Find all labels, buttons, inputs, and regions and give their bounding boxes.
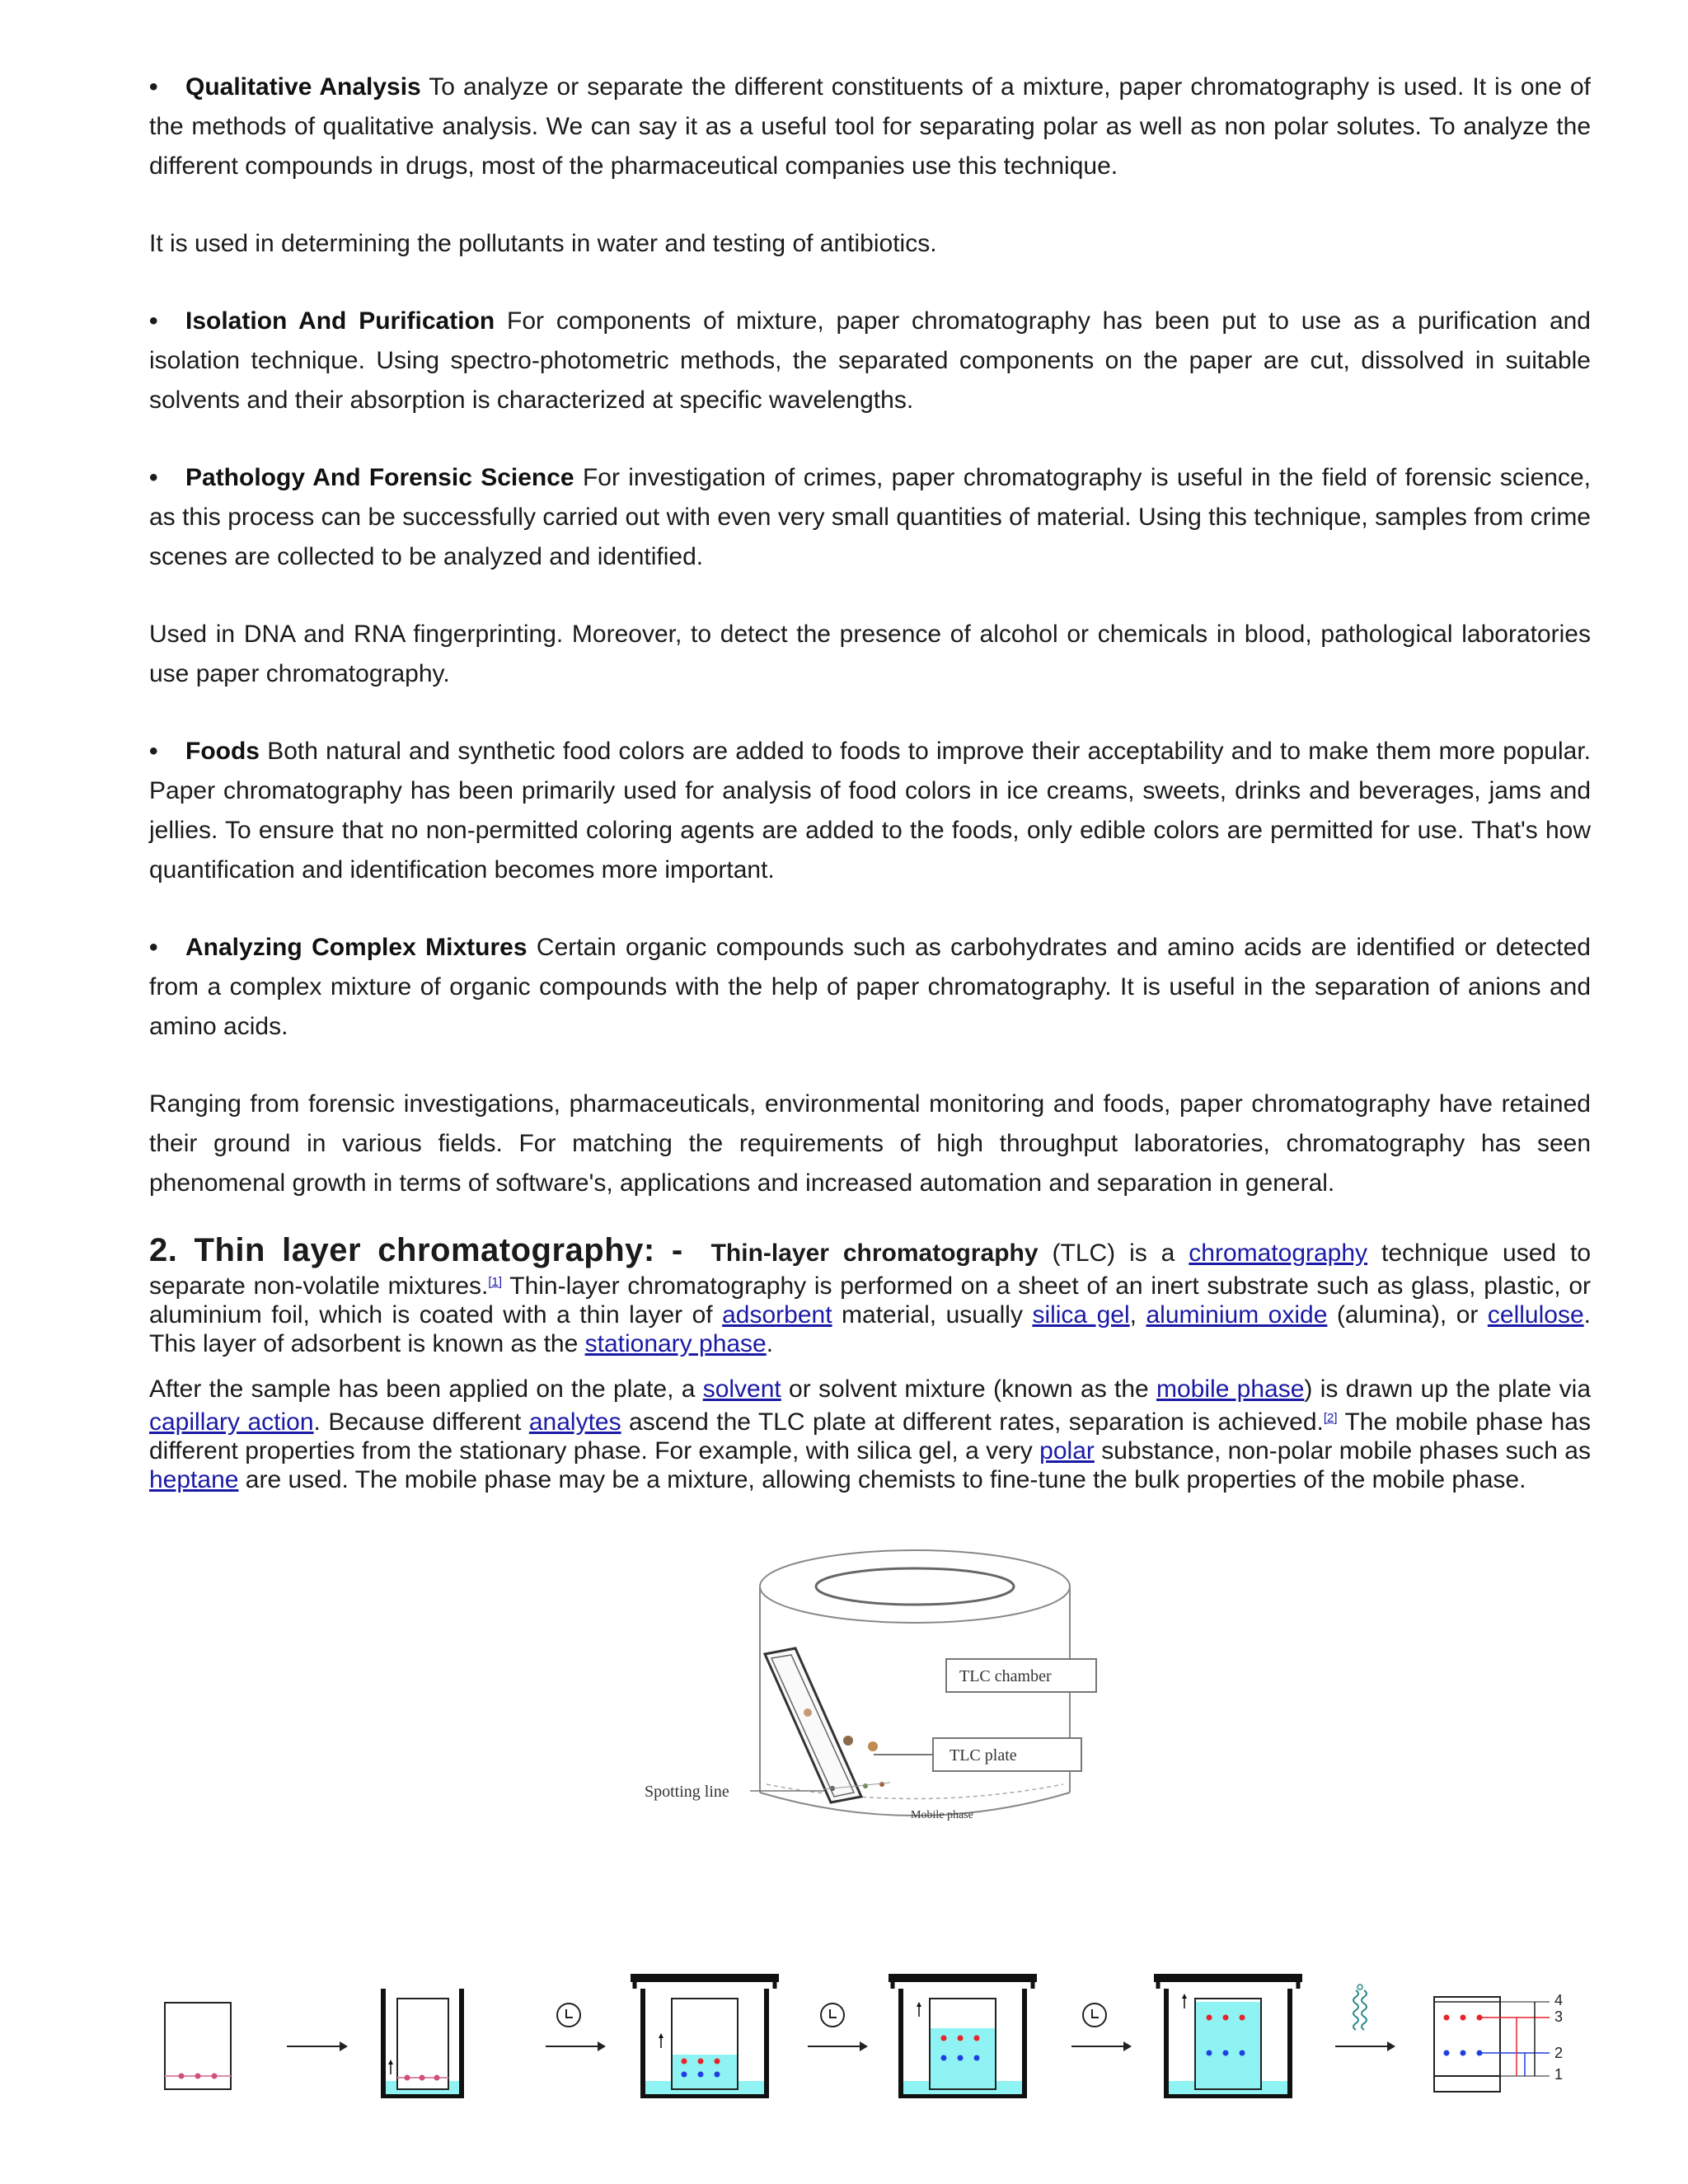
bullet-term: Foods <box>185 738 260 765</box>
text: ) is drawn up the plate via <box>1304 1376 1591 1403</box>
link-mobile-phase[interactable]: mobile phase <box>1156 1376 1305 1403</box>
step-covered-developed <box>1154 1974 1302 2096</box>
text: The mobile phase has different properties from the stationary phase. For example, with silica gel, a very <box>149 1408 1591 1465</box>
step-beaker-start <box>383 1989 462 2096</box>
bullet-marker: • <box>149 73 158 101</box>
link-silica-gel[interactable]: silica gel <box>1032 1301 1130 1329</box>
rf-label-2: 2 <box>1554 2045 1564 2061</box>
rf-label-4: 4 <box>1554 1992 1564 2008</box>
note-summary: Ranging from forensic investigations, pharmaceuticals, environmental monitoring and foods, paper chromatography have retained their ground in various fields. For matching the requirements of high throughput laboratories, chromatography has seen phenomenal growth in terms of software's, applications and increased automation and separation in general. <box>149 1090 1591 1197</box>
section2-mobile-phase <box>149 1375 1591 1494</box>
step-dried-plate-rf <box>1434 1992 1563 2092</box>
bullet-text: Certain organic compounds such as carbohydrates and amino acids are identified or detected from a complex mixture of organic compounds with the help of paper chromatography. It is useful in the separation of anions and amino acids. <box>149 934 1591 1040</box>
bullet-term: Analyzing Complex Mixtures <box>185 934 528 961</box>
text: or solvent mixture (known as the <box>781 1376 1156 1403</box>
bullet-pathology-forensic <box>149 458 1591 577</box>
link-analytes[interactable]: analytes <box>528 1408 621 1436</box>
link-heptane[interactable]: heptane <box>149 1466 239 1493</box>
bullet-marker: • <box>149 738 158 765</box>
bullet-marker: • <box>149 464 158 491</box>
text: . <box>766 1330 774 1357</box>
spotting-line-label: Spotting line <box>645 1783 729 1801</box>
mobile-phase-label: Mobile phase <box>911 1809 973 1821</box>
note-dna-rna: Used in DNA and RNA fingerprinting. Moreover, to detect the presence of alcohol or chemicals in blood, pathological laboratories use paper chromatography. <box>149 621 1591 687</box>
text: (alumina), or <box>1327 1301 1488 1329</box>
clock-icon <box>557 2004 580 2027</box>
text: . Because different <box>313 1408 529 1436</box>
plate-spot <box>868 1741 878 1751</box>
bullet-term: Isolation And Purification <box>185 307 495 335</box>
bullet-text: Both natural and synthetic food colors are added to foods to improve their acceptability and to make them more popular. Paper chromatography has been primarily used for analysis of food colors in ice creams, sweets, drinks and beverages, jams and jellies. To ensure that no non-permitted coloring agents are added to the foods, only edible colors are permitted for use. That's how quantification and identification becomes more important. <box>149 738 1591 883</box>
clock-icon <box>1083 2004 1106 2027</box>
text: technique used to separate non-volatile mixtures. <box>149 1240 1592 1300</box>
chamber-lid-ring <box>816 1568 1014 1605</box>
timer-arrow <box>1071 2004 1132 2051</box>
step-covered-mid <box>889 1974 1037 2096</box>
bullet-isolation-purification <box>149 302 1591 420</box>
bullet-term: Qualitative Analysis <box>185 73 421 101</box>
text: , <box>1129 1301 1146 1329</box>
text: Thin-layer chromatography is performed on a sheet of an inert substrate such as glass, plastic, or aluminium foil, which is coated with a thin layer of <box>149 1272 1591 1329</box>
step-spotted-plate <box>165 2003 231 2089</box>
text: are used. The mobile phase may be a mixture, allowing chemists to fine-tune the bulk properties of the mobile phase. <box>238 1466 1526 1493</box>
timer-arrow <box>546 2004 606 2051</box>
rf-label-3: 3 <box>1554 2008 1564 2025</box>
arrow-icon <box>287 2041 348 2051</box>
link-chromatography[interactable]: chromatography <box>1189 1240 1368 1267</box>
bullet-term: Pathology And Forensic Science <box>185 464 574 491</box>
link-cellulose[interactable]: cellulose <box>1487 1301 1584 1329</box>
bullet-foods <box>149 732 1591 890</box>
plate-spot <box>843 1736 853 1746</box>
ref-2[interactable]: [2] <box>1323 1411 1338 1425</box>
plate-spot <box>863 1783 868 1788</box>
timer-arrow <box>808 2004 868 2051</box>
tlc-chamber-figure <box>626 1545 1121 1842</box>
step-covered-early <box>631 1974 779 2096</box>
tlc-plate-shape <box>765 1648 861 1802</box>
link-stationary-phase[interactable]: stationary phase <box>584 1330 767 1357</box>
note-pollutants: It is used in determining the pollutants in water and testing of antibiotics. <box>149 230 937 257</box>
term-tlc: Thin-layer chromatography <box>710 1240 1039 1267</box>
link-adsorbent[interactable]: adsorbent <box>722 1301 832 1329</box>
clock-icon <box>821 2004 844 2027</box>
arrow-icon <box>1335 2041 1395 2051</box>
link-polar[interactable]: polar <box>1039 1437 1095 1465</box>
rf-label-1: 1 <box>1554 2066 1564 2083</box>
text: material, usually <box>832 1301 1033 1329</box>
section2-intro <box>149 1232 1592 1358</box>
text: (TLC) is a <box>1038 1240 1189 1267</box>
bullet-text: To analyze or separate the different constituents of a mixture, paper chromatography is used. It is one of the methods of qualitative analysis. We can say it as a useful tool for separating polar as well as non polar solutes. To analyze the different compounds in drugs, most of the pharmaceutical companies use this technique. <box>149 73 1591 180</box>
evaporation-icon <box>1353 1985 1367 2030</box>
bullet-complex-mixtures <box>149 928 1591 1047</box>
bullet-marker: • <box>149 307 158 335</box>
tlc-development-sequence <box>157 1966 1607 2106</box>
plate-spot <box>804 1708 812 1717</box>
section-title: 2. Thin layer chromatography: - <box>149 1232 683 1268</box>
chamber-top-ellipse <box>760 1550 1070 1623</box>
bullet-text: For investigation of crimes, paper chromatography is useful in the field of forensic science, as this process can be successfully carried out with even very small quantities of material. Using this technique, samples from crime scenes are collected to be analyzed and identified. <box>149 464 1591 570</box>
link-aluminium-oxide[interactable]: aluminium oxide <box>1146 1301 1328 1329</box>
text: substance, non-polar mobile phases such as <box>1094 1437 1591 1465</box>
ref-1[interactable]: [1] <box>488 1275 503 1289</box>
tlc-chamber-label: TLC chamber <box>959 1667 1052 1685</box>
text: ascend the TLC plate at different rates, separation is achieved. <box>621 1408 1324 1436</box>
link-capillary-action[interactable]: capillary action <box>149 1408 314 1436</box>
bullet-qualitative-analysis <box>149 68 1591 186</box>
link-solvent[interactable]: solvent <box>702 1376 781 1403</box>
text: After the sample has been applied on the plate, a <box>149 1376 703 1403</box>
text: . This layer of adsorbent is known as the <box>149 1301 1591 1357</box>
bullet-text: For components of mixture, paper chromatography has been put to use as a purification and isolation technique. Using spectro-photometric methods, the separated components on the paper are cut, dissolved in suitable solvents and their absorption is characterized at specific wavelengths. <box>149 307 1591 414</box>
tlc-plate-label: TLC plate <box>950 1746 1017 1765</box>
plate-spot <box>879 1782 884 1787</box>
bullet-marker: • <box>149 934 158 961</box>
